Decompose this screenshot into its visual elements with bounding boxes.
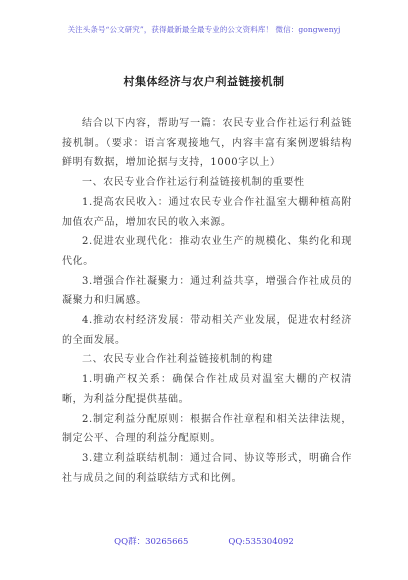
paragraph: 1.明确产权关系：确保合作社成员对温室大棚的产权清晰，为利益分配提供基础。: [62, 374, 352, 405]
paragraph: 4.推动农村经济发展：带动相关产业发展，促进农村经济的全面发展。: [62, 315, 352, 346]
paragraph: 1.提高农民收入：通过农民专业合作社温室大棚种植高附加值农产品，增加农民的收入来源。: [62, 196, 352, 228]
section-heading: 一、农民专业合作社运行利益链接机制的重要性: [82, 177, 305, 189]
paragraph: 3.增强合作社凝聚力：通过利益共享，增强合作社成员的凝聚力和归属感。: [62, 275, 352, 307]
footer-contact: [0, 535, 408, 547]
paragraph: 2.促进农业现代化：推动农业生产的规模化、集约化和现代化。: [62, 236, 352, 267]
header-banner: 关注头条号“公文研究”，获得最新最全最专业的公文资料库！ 微信：gongwenyj: [67, 25, 341, 34]
footer-qq-number: QQ:535304092: [228, 537, 294, 547]
document-title: 村集体经济与农户利益链接机制: [123, 75, 285, 88]
footer-qq-group: QQ群：30265665: [114, 537, 189, 547]
section-heading: 二、农民专业合作社利益链接机制的构建: [82, 354, 273, 366]
paragraph-intro: 结合以下内容，帮助写一篇：农民专业合作社运行利益链接机制。（要求：语言客观接地气，内容丰富有案例逻辑结构鲜明有数据，增加论据与支持，1000字以上）: [62, 118, 352, 169]
document-body: [62, 114, 352, 488]
paragraph: 2.制定利益分配原则：根据合作社章程和相关法律法规，制定公平、合理的利益分配原则。: [62, 413, 352, 445]
paragraph: 3.建立利益联结机制：通过合同、协议等形式，明确合作社与成员之间的利益联结方式和比例。: [62, 452, 352, 484]
